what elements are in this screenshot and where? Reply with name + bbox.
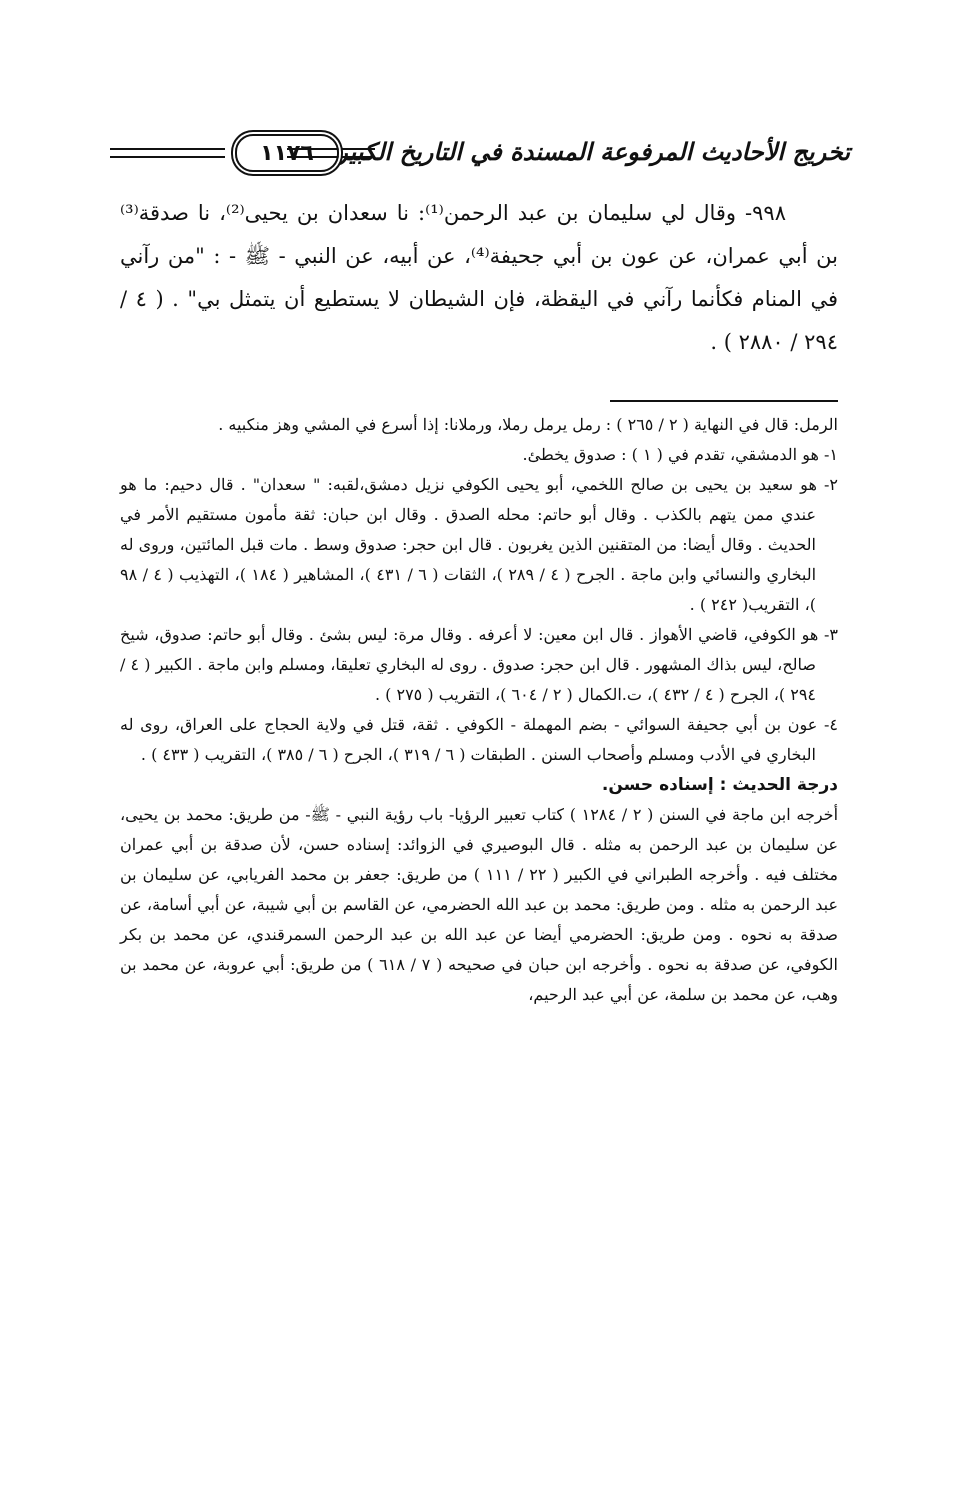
page-number-badge [235, 134, 339, 172]
footnote-1: ١- هو الدمشقي، تقدم في ( ١ ) : صدوق يخطئ. [522, 445, 838, 464]
page-header [110, 134, 850, 178]
hadith-grade: درجة الحديث : إسناده حسن. [601, 775, 838, 795]
footnote-3: ٣- هو الكوفي، قاضي الأهواز . قال ابن معين: لا أعرفه . وقال مرة: ليس بشئ . وقال أبو حاتم: صدوق، شيخ صالح، ليس بذاك المشهور . قال ابن حجر: صدوق . روى له البخاري تعليقا، ومسلم وابن ماجة . الكبير ( ٤ / ٢٩٤ )، الجرح ( ٤ / ٤٣٢ )، ت.الكمال ( ٢ / ٦٠٤ )، التقريب ( ٢٧٥ ) . [120, 625, 838, 704]
takhrij-paragraph: أخرجه ابن ماجة في السنن ( ٢ / ١٢٨٤ ) كتاب تعبير الرؤيا- باب رؤية النبي - ﷺ- من طريق: محمد بن يحيى، عن سليمان بن عبد الرحمن به مثله . قال البوصيري في الزوائد: إسناده حسن، لأن صدقة بن أبي عمران مختلف فيه . وأخرجه الطبراني في الكبير ( ٢٢ / ١١١ ) من طريق: جعفر بن محمد الفريابي، عن سليمان بن عبد الرحمن به مثله . ومن طريق: محمد بن عبد الله الحضرمي، عن القاسم بن أبي شيبة، عن أبي أسامة، عن صدقة به نحوه . ومن طريق: الحضرمي أيضا عن عبد الله بن عبد الرحمن السمرقندي، عن محمد بن بكر الكوفي، عن صدقة به نحوه . وأخرجه ابن حبان في صحيحه ( ٧ / ٦١٨ ) من طريق: أبي عروبة، عن محمد بن وهب، عن محمد بن سلمة، عن أبي عبد الرحيم، [120, 805, 839, 1004]
page-number: ١١٧٦ [260, 140, 314, 166]
footnote-4: ٤- عون بن أبي جحيفة السوائي - بضم المهملة - الكوفي . ثقة، قتل في ولاية الحجاج على العراق، روى له البخاري في الأدب ومسلم وأصحاب السنن . الطبقات ( ٦ / ٣١٩ )، الجرح ( ٦ / ٣٨٥ )، التقريب ( ٤٣٣ ) . [120, 715, 838, 764]
footnote-divider [610, 400, 838, 402]
hadith-paragraph: ٩٩٨- وقال لي سليمان بن عبد الرحمن⁽¹⁾: نا سعدان بن يحيى⁽²⁾، نا صدقة⁽³⁾ بن أبي عمران، عن عون بن أبي جحيفة⁽⁴⁾، عن أبيه، عن النبي - ﷺ - : "من رآني في المنام فكأنما رآني في اليقظة، فإن الشيطان لا يستطيع أن يتمثل بي" . ( ٤ / ٢٩٤ / ٢٨٨٠ ) . [120, 201, 838, 354]
footnote-intro: الرمل: قال في النهاية ( ٢ / ٢٦٥ ) : رمل يرمل رملا، ورملانا: إذا أسرع في المشي وهز منكبيه . [218, 415, 838, 434]
footnote-2: ٢- هو سعيد بن يحيى بن صالح اللخمي، أبو يحيى الكوفي نزيل دمشق،لقبه: " سعدان" . قال دحيم: ما هو عندي ممن يتهم بالكذب . وقال أبو حاتم: محله الصدق . وقال ابن حبان: ثقة مأمون مستقيم الأمر في الحديث . وقال أيضا: من المتقنين الذين يغربون . قال ابن حجر: صدوق وسط . مات قبل المائتين، وروى له البخاري والنسائي وابن ماجة . الجرح ( ٤ / ٢٨٩ )، الثقات ( ٦ / ٤٣١ )، المشاهير ( ١٨٤ )، التهذيب ( ٤ / ٩٨ )، التقريب( ٢٤٢ ) . [120, 475, 838, 614]
footnotes-block [120, 410, 838, 1010]
running-title: تخريج الأحاديث المرفوعة المسندة في التاريخ الكبير [336, 138, 850, 166]
header-rule-left [110, 148, 225, 158]
hadith-text-block [120, 192, 838, 364]
